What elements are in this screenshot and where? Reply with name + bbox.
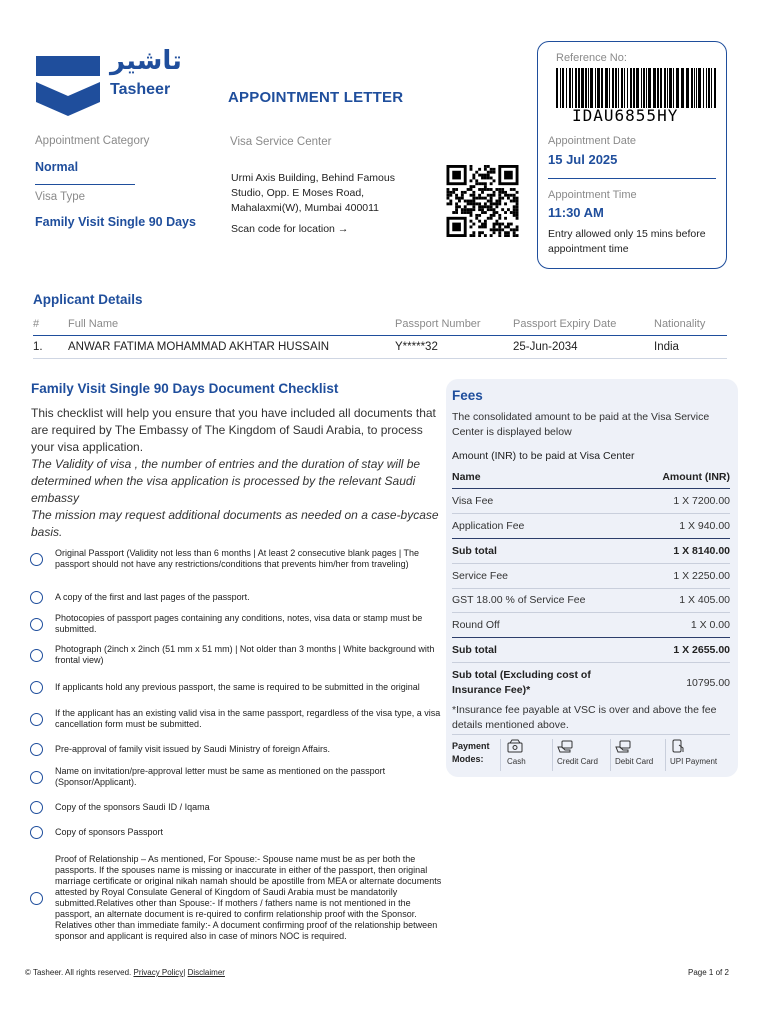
fee-amount: 1 X 8140.00 <box>673 545 730 557</box>
visa-center-address: Urmi Axis Building, Behind Famous Studio, Opp. E Moses Road, Mahalaxmi(W), Mumbai 400011 <box>231 172 395 214</box>
applicant-index: 1. <box>33 341 43 353</box>
footer-separator: | <box>183 968 186 977</box>
checklist-item[interactable] <box>30 675 442 699</box>
barcode-image <box>556 68 718 108</box>
checklist-title: Family Visit Single 90 Days Document Checklist <box>31 381 339 396</box>
fee-row-line <box>452 588 730 589</box>
payment-mode-label: Credit Card <box>557 757 598 766</box>
checklist-item-text: If the applicant has an existing valid visa in the same passport, regardless of the visa type, a visa cancellation form must be submitted. <box>55 708 441 729</box>
footer-copyright <box>25 968 225 977</box>
fee-total-label: Sub total (Excluding cost of Insurance Fee)* <box>452 669 591 696</box>
fee-amount: 1 X 405.00 <box>679 594 730 606</box>
table-row-line <box>33 358 727 359</box>
checklist-item[interactable] <box>30 541 442 577</box>
fee-amount: 1 X 0.00 <box>690 619 730 631</box>
checklist-intro-text: This checklist will help you ensure that you have included all documents that are required by The Embassy of The Kingdom of Saudi Arabia, to process your visa application. <box>31 406 436 454</box>
checklist-radio[interactable] <box>30 713 43 726</box>
applicant-details-title: Applicant Details <box>33 292 143 307</box>
col-header-full-name: Full Name <box>68 318 119 330</box>
scan-location-text: Scan code for location → <box>231 223 349 235</box>
reference-divider <box>548 178 716 179</box>
page-number: Page 1 of 2 <box>688 968 729 977</box>
payment-divider <box>610 739 611 771</box>
privacy-policy-link[interactable]: Privacy Policy <box>133 968 184 977</box>
visa-center-label: Visa Service Center <box>230 136 332 148</box>
checklist-item[interactable] <box>30 590 442 604</box>
fee-row-line <box>452 563 730 564</box>
payment-divider <box>500 739 501 771</box>
col-header-index: # <box>33 318 40 330</box>
checklist-item[interactable] <box>30 846 442 950</box>
category-label: Appointment Category <box>35 135 150 147</box>
entry-note: Entry allowed only 15 mins before appointment time <box>548 228 706 255</box>
fee-row-line <box>452 538 730 539</box>
checklist-radio[interactable] <box>30 618 43 631</box>
checklist-radio[interactable] <box>30 826 43 839</box>
checklist-radio[interactable] <box>30 591 43 604</box>
fee-name: Application Fee <box>452 520 525 532</box>
checklist-radio[interactable] <box>30 553 43 566</box>
fees-description: The consolidated amount to be paid at the Visa Service Center is displayed below <box>452 411 710 438</box>
barcode-number: IDAU6855HY <box>572 106 679 125</box>
fee-row <box>452 495 730 507</box>
checklist-item-text: Photocopies of passport pages containing any conditions, notes, visa data or stamp must be submitted. <box>55 613 423 634</box>
fee-row-line <box>452 734 730 735</box>
fee-name: Sub total <box>452 644 497 656</box>
col-header-passport-number: Passport Number <box>395 318 481 330</box>
checklist-item-text: Photograph (2inch x 2inch (51 mm x 51 mm) | Not older than 3 months | White background with frontal view) <box>55 644 435 665</box>
disclaimer-link[interactable]: Disclaimer <box>187 968 225 977</box>
payment-mode-upi <box>670 739 717 766</box>
checklist-radio[interactable] <box>30 801 43 814</box>
logo-english: Tasheer <box>110 81 171 98</box>
fees-header-amount: Amount (INR) <box>662 471 730 483</box>
fee-amount: 1 X 2250.00 <box>673 570 730 582</box>
checklist-radio[interactable] <box>30 681 43 694</box>
checklist-item-text: Pre-approval of family visit issued by Saudi Ministry of foreign Affairs. <box>55 743 330 754</box>
fees-header-row <box>452 471 730 483</box>
payment-mode-label: Debit Card <box>615 757 654 766</box>
applicant-passport: Y*****32 <box>395 341 438 353</box>
checklist-item-text: A copy of the first and last pages of the passport. <box>55 591 250 602</box>
upi-phone-icon <box>670 739 686 753</box>
appointment-date-label: Appointment Date <box>548 135 637 147</box>
checklist-item-text: Name on invitation/pre-approval letter must be same as mentioned on the passport (Sponsor/Applicant). <box>55 766 386 787</box>
fee-row-line <box>452 662 730 663</box>
fee-row <box>452 545 730 557</box>
payment-mode-label: UPI Payment <box>670 757 718 766</box>
fees-header-name: Name <box>452 471 481 483</box>
col-header-nationality: Nationality <box>654 318 706 330</box>
visa-type-label: Visa Type <box>35 191 86 203</box>
checklist-item[interactable] <box>30 707 442 731</box>
applicant-name: ANWAR FATIMA MOHAMMAD AKHTAR HUSSAIN <box>68 341 330 353</box>
fee-amount: 1 X 2655.00 <box>673 644 730 656</box>
checklist-radio[interactable] <box>30 649 43 662</box>
copyright-text: © Tasheer. All rights reserved. <box>25 968 132 977</box>
credit-card-icon <box>557 739 573 753</box>
fee-row <box>452 644 730 656</box>
payment-mode-label: Cash <box>507 757 526 766</box>
checklist-note-validity: The Validity of visa , the number of entries and the duration of stay will be determined when the visa application is processed by the relevant Saudi embassy <box>31 457 421 505</box>
category-underline <box>35 184 135 185</box>
insurance-note: *Insurance fee payable at VSC is over and above the fee details mentioned above. <box>452 704 717 731</box>
payment-divider <box>665 739 666 771</box>
applicant-expiry: 25-Jun-2034 <box>513 341 578 353</box>
checklist-intro <box>31 405 441 541</box>
fee-name: Service Fee <box>452 570 509 582</box>
visa-type-value: Family Visit Single 90 Days <box>35 215 196 229</box>
fee-row <box>452 594 730 606</box>
page-title: APPOINTMENT LETTER <box>228 89 404 106</box>
checklist-item[interactable] <box>30 825 442 839</box>
col-header-passport-expiry: Passport Expiry Date <box>513 318 617 330</box>
fee-name: Visa Fee <box>452 495 494 507</box>
checklist-item-text: If applicants hold any previous passport, the same is required to be submitted in the original <box>55 681 420 692</box>
checklist-item[interactable] <box>30 765 442 789</box>
checklist-item-text: Original Passport (Validity not less than 6 months | At least 2 consecutive blank pages | The passport should not have any restrictions/conditions that prevents him/her from traveling) <box>55 548 420 569</box>
fee-row-line <box>452 612 730 613</box>
fee-row <box>452 570 730 582</box>
checklist-radio[interactable] <box>30 743 43 756</box>
fee-total-amount: 10795.00 <box>686 677 730 689</box>
checklist-item-text: Copy of the sponsors Saudi ID / Iqama <box>55 801 210 812</box>
checklist-radio[interactable] <box>30 771 43 784</box>
payment-mode-debit <box>615 739 653 766</box>
location-qr-code[interactable] <box>445 165 520 237</box>
fee-name: Sub total <box>452 545 497 557</box>
checklist-item[interactable] <box>30 612 442 636</box>
fees-amount-label: Amount (INR) to be paid at Visa Center <box>452 450 635 462</box>
checklist-item[interactable] <box>30 742 442 756</box>
appointment-time-label: Appointment Time <box>548 189 637 201</box>
checklist-note-mission: The mission may request additional documents as needed on a case-bycase basis. <box>31 508 439 539</box>
fee-name: Round Off <box>452 619 500 631</box>
fee-row-line <box>452 513 730 514</box>
cash-icon <box>507 739 523 753</box>
logo-arabic: تاشير <box>110 46 182 76</box>
appointment-time: 11:30 AM <box>548 205 604 220</box>
checklist-item[interactable] <box>30 643 442 667</box>
applicant-nationality: India <box>654 341 679 353</box>
category-value: Normal <box>35 160 79 174</box>
debit-card-icon <box>615 739 631 753</box>
checklist-item[interactable] <box>30 800 442 814</box>
checklist-item-text: Copy of sponsors Passport <box>55 826 164 837</box>
payment-mode-credit <box>557 739 598 766</box>
fee-amount: 1 X 7200.00 <box>673 495 730 507</box>
appointment-date: 15 Jul 2025 <box>548 152 618 167</box>
fee-amount: 1 X 940.00 <box>679 520 730 532</box>
tasheer-logo <box>36 46 186 118</box>
checklist-item-text: Proof of Relationship – As mentioned, For Spouse:- Spouse name must be as per both the passports. If the spouses name is missing or inaccurate in either of the passport, then original marriage certificate or original nikah namah should be apostille from MEA or alternate documents attested by Royal Consulate General of Kingdom of Saudi Arabia must be mandatorily submitted.Relatives other than Spouse:- If mothers / fathers name is not mentioned in the passport, an alternate document is re-quired to confirm relationship proof with the Sponsor. Relatives other than immediate family:- A document confirming proof of the relationship between sponsor and applicant is required also in case of minors NOC is required. <box>55 854 442 941</box>
payment-mode-cash <box>507 739 526 766</box>
fee-row <box>452 520 730 532</box>
checklist-radio[interactable] <box>30 892 43 905</box>
table-header-line <box>33 335 727 336</box>
reference-label: Reference No: <box>556 52 627 64</box>
fee-name: GST 18.00 % of Service Fee <box>452 594 586 606</box>
fee-row <box>452 619 730 631</box>
payment-divider <box>552 739 553 771</box>
payment-modes-label: Payment Modes: <box>452 741 490 764</box>
fees-header-line <box>452 488 730 489</box>
fee-total-row <box>452 668 730 698</box>
fee-row-line <box>452 637 730 638</box>
fees-title: Fees <box>452 388 483 403</box>
